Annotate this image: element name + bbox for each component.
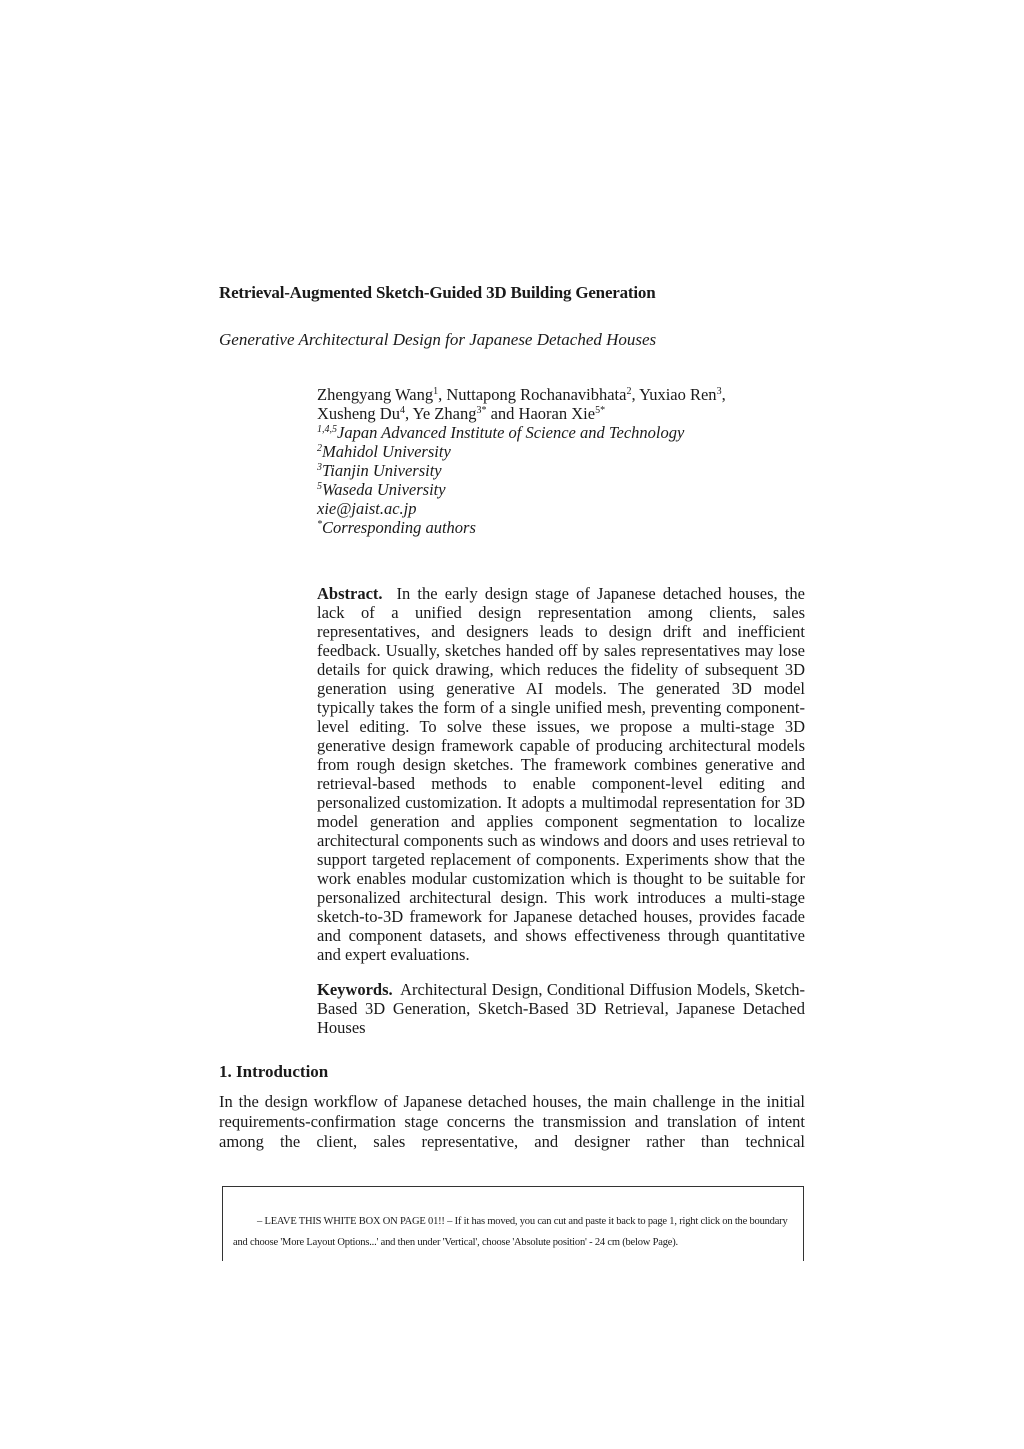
- abstract: [317, 584, 805, 964]
- affiliation: [317, 480, 817, 499]
- abstract-text: In the early design stage of Japanese detached houses, the lack of a unified design representation among clients, sales representatives, and designers leads to design drift and inefficient feedback. Usually, sketches handed off by sales representatives may lose details for quick drawing, which reduces the fidelity of subsequent 3D generation using generative AI models. The generated 3D model typically takes the form of a single unified mesh, preventing component-level editing. To solve these issues, we propose a multi-stage 3D generative design framework capable of producing architectural models from rough design sketches. The framework combines generative and retrieval-based methods to enable component-level editing and personalized customization. It adopts a multimodal representation for 3D model generation and applies component segmentation to localize architectural components such as windows and doors and uses retrieval to support targeted replacement of components. Experiments show that the work enables modular customization which is thought to be suitable for personalized architectural design. This work introduces a multi-stage sketch-to-3D framework for Japanese detached houses, provides facade and component datasets, and shows effectiveness through quantitative and expert evaluations.: [317, 584, 805, 964]
- author-sup: 5*: [595, 405, 606, 416]
- affiliation-sup: 1,4,5: [317, 424, 337, 435]
- corresponding-text: Corresponding authors: [322, 518, 476, 537]
- author-conj: and: [490, 404, 515, 423]
- affiliation: [317, 442, 817, 461]
- author-line-2: Xusheng Du$^4$, Ye Zhang$^{3*}$ and Haoran Xie$^{5*}$: [317, 404, 606, 423]
- paper-title: Retrieval-Augmented Sketch-Guided 3D Building Generation: [219, 283, 656, 302]
- affiliation-sup: 5: [317, 481, 322, 492]
- section-heading-introduction: 1. Introduction: [219, 1062, 329, 1081]
- author-sup: 4: [399, 405, 405, 416]
- keywords-text: Architectural Design, Conditional Diffusion Models, Sketch-Based 3D Generation, Sketch-Based 3D Retrieval, Japanese Detached Houses: [317, 980, 806, 1037]
- affiliation: [317, 461, 817, 480]
- author-sup: 1: [433, 386, 439, 397]
- author-sup: 2: [626, 386, 632, 397]
- keywords-label: Keywords.: [317, 980, 393, 999]
- author-sup: 3*: [476, 405, 487, 416]
- author-sup: 3: [716, 386, 722, 397]
- author-line-1: Zhengyang Wang$^1$, Nuttapong Rochanavibhata$^2$, Yuxiao Ren$^3$,: [317, 385, 726, 404]
- template-notice-text: – LEAVE THIS WHITE BOX ON PAGE 01!! – If it has moved, you can cut and paste it back to page 1, right click on the boundary and choose 'More Layout Options...' and then under 'Vertical', choose 'Absolute position' - 24 cm (below Page).: [233, 1216, 788, 1248]
- keywords: [317, 980, 805, 1037]
- abstract-label: Abstract.: [317, 584, 383, 603]
- author-name: Yuxiao Ren: [639, 385, 717, 404]
- affiliation-sup: 2: [317, 443, 322, 454]
- paper-subtitle: Generative Architectural Design for Japanese Detached Houses: [219, 330, 657, 349]
- affiliation-text: Waseda University: [322, 480, 446, 499]
- affiliation-text: Mahidol University: [322, 442, 451, 461]
- author-name: Zhengyang Wang: [317, 385, 434, 404]
- affiliation-text: Japan Advanced Institute of Science and Technology: [337, 423, 685, 442]
- template-notice-box: [222, 1186, 804, 1261]
- corresponding-sup: *: [317, 519, 322, 530]
- affiliation-text: Tianjin University: [322, 461, 442, 480]
- corresponding-note: [317, 518, 817, 537]
- author-name: Haoran Xie: [518, 404, 596, 423]
- contact-email: xie@jaist.ac.jp: [317, 499, 417, 518]
- author-name: Nuttapong Rochanavibhata: [446, 385, 627, 404]
- author-block: [317, 385, 817, 537]
- author-name: Ye Zhang: [412, 404, 477, 423]
- introduction-paragraph: In the design workflow of Japanese detached houses, the main challenge in the initial requirements-confirmation stage concerns the transmission and translation of intent among the client, sales representative, and designer rather than technical: [219, 1092, 805, 1151]
- author-name: Xusheng Du: [317, 404, 400, 423]
- affiliation-sup: 3: [317, 462, 322, 473]
- affiliation: [317, 423, 817, 442]
